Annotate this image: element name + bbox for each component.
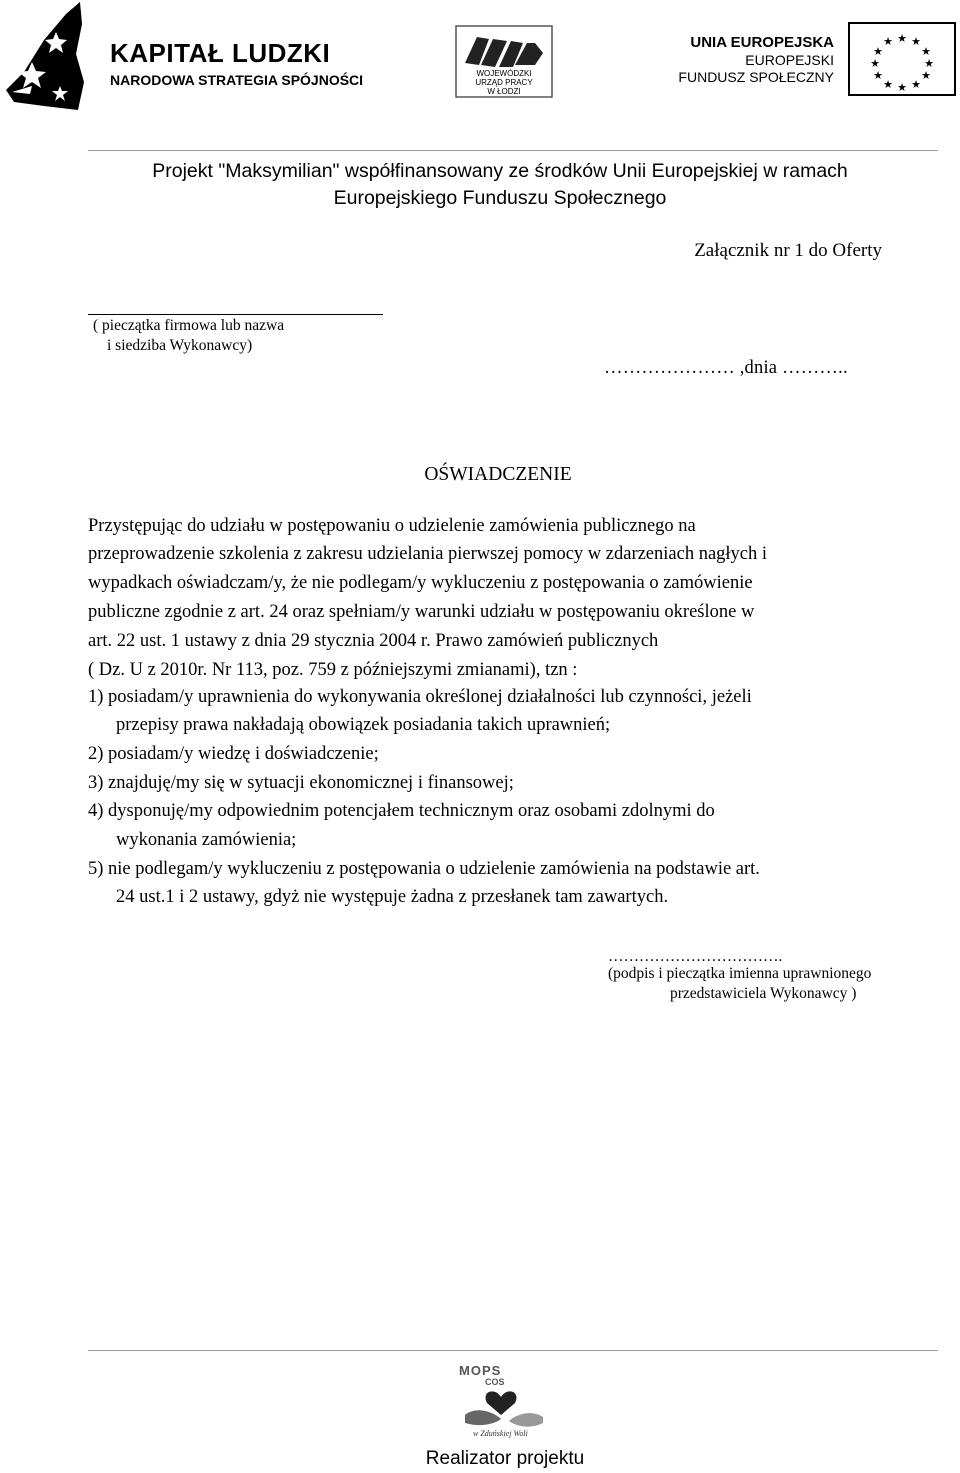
wup-line1: WOJEWÓDZKI [476, 69, 532, 78]
mops-sub: COS [485, 1377, 505, 1387]
wup-line3: W ŁODZI [487, 87, 521, 96]
wup-line2: URZĄD PRACY [475, 78, 533, 87]
kl-logo-title: KAPITAŁ LUDZKI [110, 38, 331, 68]
project-line-1: Projekt "Maksymilian" współfinansowany ze środków Unii Europejskiej w ramach [152, 160, 848, 182]
mops-ring-text: w Zduńskiej Woli [473, 1429, 528, 1438]
body-line-5: art. 22 ust. 1 ustawy z dnia 29 stycznia 2004 r. Prawo zamówień publicznych [88, 631, 659, 651]
list-item-4-cont: wykonania zamówienia; [116, 830, 297, 850]
signature-line: ……………………………. [608, 948, 783, 965]
body-line-6: ( Dz. U z 2010r. Nr 113, poz. 759 z późniejszymi zmianami), tzn : [88, 660, 578, 680]
svg-text:★: ★ [883, 35, 893, 48]
list-item-1: 1) posiadam/y uprawnienia do wykonywania określonej działalności lub czynności, jeżeli [88, 687, 752, 707]
signature-caption-1: (podpis i pieczątka imienna uprawnionego [608, 965, 872, 982]
signature-caption-2: przedstawiciela Wykonawcy ) [670, 985, 857, 1002]
date-line: ………………… ,dnia ……….. [604, 358, 848, 378]
svg-text:★: ★ [870, 57, 880, 70]
project-line-2: Europejskiego Funduszu Społecznego [333, 187, 667, 209]
svg-text:★: ★ [911, 78, 921, 91]
list-item-1-cont: przepisy prawa nakładają obowiązek posiadania takich uprawnień; [116, 715, 611, 735]
svg-text:★: ★ [921, 45, 931, 58]
eu-flag-icon [848, 22, 956, 96]
body-line-1: Przystępując do udziału w postępowaniu o udzielenie zamówienia publicznego na [88, 516, 696, 536]
body-line-4: publiczne zgodnie z art. 24 oraz spełniam/y warunki udziału w postępowaniu określone w [88, 602, 755, 622]
footer-divider [88, 1350, 938, 1351]
svg-text:★: ★ [924, 57, 934, 70]
mops-logo [455, 1357, 555, 1445]
list-item-4: 4) dysponuję/my odpowiednim potencjałem technicznym oraz osobami zdolnymi do [88, 801, 715, 821]
svg-text:★: ★ [897, 81, 907, 94]
body-line-2: przeprowadzenie szkolenia z zakresu udzielania pierwszej pomocy w zdarzeniach nagłych i [88, 544, 768, 564]
svg-text:★: ★ [883, 78, 893, 91]
kl-logo-subtitle: NARODOWA STRATEGIA SPÓJNOŚCI [110, 72, 364, 88]
list-item-2: 2) posiadam/y wiedzę i doświadczenie; [88, 744, 379, 764]
footer-realizator: Realizator projektu [425, 1448, 585, 1469]
ue-line3: FUNDUSZ SPOŁECZNY [678, 69, 834, 85]
project-header [60, 158, 940, 212]
body-line-3: wypadkach oświadczam/y, że nie podlegam/y wykluczeniu z postępowania o zamówienie [88, 573, 753, 593]
annex-label: Załącznik nr 1 do Oferty [694, 240, 882, 261]
header-divider [88, 150, 938, 151]
list-item-5-cont: 24 ust.1 i 2 ustawy, gdyż nie występuje żadna z przesłanek tam zawartych. [116, 887, 669, 907]
ue-efs-logo [678, 20, 960, 98]
stamp-caption-1: ( pieczątka firmowa lub nazwa [93, 317, 285, 334]
kapital-ludzki-logo [4, 2, 384, 114]
svg-text:★: ★ [873, 69, 883, 82]
ue-line2: EUROPEJSKI [745, 52, 834, 68]
svg-text:★: ★ [911, 35, 921, 48]
stamp-line [88, 314, 383, 315]
list-item-3: 3) znajduję/my się w sytuacji ekonomicznej i finansowej; [88, 773, 514, 793]
ue-line1: UNIA EUROPEJSKA [690, 34, 834, 51]
mops-letters: MOPS [459, 1363, 502, 1378]
svg-text:★: ★ [921, 69, 931, 82]
svg-text:★: ★ [873, 45, 883, 58]
list-item-5: 5) nie podlegam/y wykluczeniu z postępowania o udzielenie zamówienia na podstawie art. [88, 859, 760, 879]
document-title: OŚWIADCZENIE [424, 464, 572, 485]
stamp-caption-2: i siedziba Wykonawcy) [107, 337, 253, 354]
wup-lodz-logo [455, 25, 555, 99]
svg-text:★: ★ [897, 32, 907, 45]
